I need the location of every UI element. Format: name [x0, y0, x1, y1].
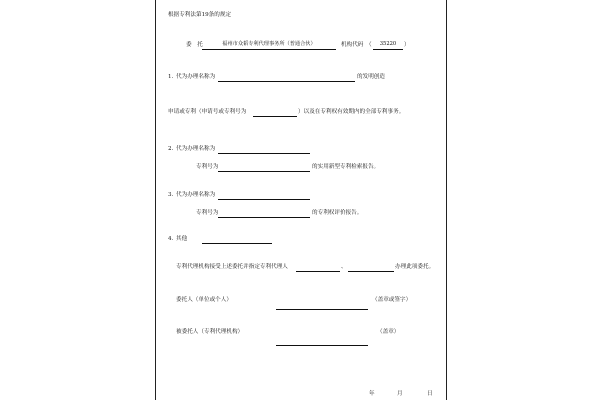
- agent-name-underline-2[interactable]: [348, 271, 394, 272]
- code-close-paren: ）: [404, 42, 410, 48]
- item2-patent-underline[interactable]: [218, 171, 310, 172]
- item1-application-suffix: ）以及在专利权有效期内的全部专利事务。: [298, 109, 405, 115]
- date-month: 月: [397, 391, 403, 397]
- principal-label: 委托人（单位或个人）: [176, 297, 232, 303]
- item2-name-label: 代为办理名称为: [176, 146, 216, 152]
- item1-name-underline[interactable]: [218, 81, 355, 82]
- agent-sign-note: （盖章）: [377, 329, 400, 335]
- item3-name-label: 代为办理名称为: [176, 192, 216, 198]
- header-text: 根据专利法第19条的规定: [168, 12, 232, 18]
- entrust-label: 委 托: [186, 42, 203, 48]
- item4-label: 其他: [176, 236, 188, 242]
- power-of-attorney-page: [155, 0, 447, 400]
- item2-name-underline[interactable]: [218, 153, 310, 154]
- item3-name-underline[interactable]: [218, 199, 310, 200]
- item1-number: 1.: [168, 74, 174, 80]
- agency-code-underline: [373, 49, 403, 50]
- item4-number: 4.: [168, 236, 174, 242]
- agency-accept-suffix: 办理此项委托。: [395, 264, 435, 270]
- agent-signature-line[interactable]: [276, 345, 368, 346]
- date-day: 日: [427, 391, 433, 397]
- item4-underline[interactable]: [202, 243, 272, 244]
- item1-application-label: 申请或专利（申请号或专利号为: [168, 109, 247, 115]
- item2-suffix: 的实用新型专利检索报告。: [312, 164, 380, 170]
- item1-application-underline[interactable]: [253, 116, 297, 117]
- item2-number: 2.: [168, 146, 174, 152]
- item1-name-label: 代为办理名称为: [176, 74, 216, 80]
- item2-patent-label: 专利号为: [196, 164, 219, 170]
- agency-name-value: 福州市众韬专利代理事务所（普通合伙）: [222, 41, 316, 47]
- item3-suffix: 的专利权评价报告。: [312, 210, 363, 216]
- item3-patent-label: 专利号为: [196, 210, 219, 216]
- principal-signature-line[interactable]: [276, 309, 368, 310]
- principal-sign-note: （盖章或签字）: [372, 297, 412, 303]
- agency-code-label: 机构代码: [341, 42, 364, 48]
- agent-name-underline-1[interactable]: [296, 271, 340, 272]
- agency-accept-text: 专利代理机构接受上述委托并指定专利代理人: [176, 264, 288, 270]
- item3-patent-underline[interactable]: [218, 217, 310, 218]
- code-open-paren: （: [366, 42, 372, 48]
- agent-label: 被委托人（专利代理机构）: [176, 329, 244, 335]
- agency-name-underline: [202, 49, 336, 50]
- item3-number: 3.: [168, 192, 174, 198]
- agency-code-value: 35220: [379, 41, 397, 47]
- date-year: 年: [369, 391, 375, 397]
- item1-suffix: 的发明创造: [357, 74, 385, 80]
- agency-accept-separator: 、: [341, 264, 347, 270]
